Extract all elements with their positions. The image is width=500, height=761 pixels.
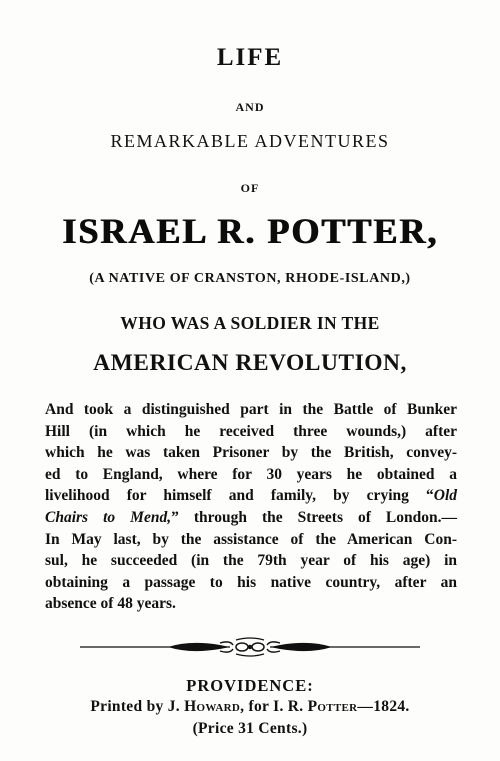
title-of: OF — [240, 181, 260, 195]
paragraph-text: ” through the Streets of London.— — [171, 508, 457, 526]
paragraph-italic-text: Chairs to Mend, — [45, 508, 172, 526]
description-paragraph — [45, 399, 457, 615]
subtitle-soldier: WHO WAS A SOLDIER IN THE — [120, 313, 380, 333]
paragraph-line: ed to England, where for 30 years he obtained a — [45, 465, 457, 483]
imprint-author-name: Potter — [307, 698, 358, 715]
paragraph-text: livelihood for himself and family, by crying “ — [45, 487, 434, 505]
paragraph-line — [45, 485, 457, 507]
imprint-year: —1824. — [357, 698, 410, 715]
paragraph-line: obtaining a passage to his native country, after an — [45, 573, 457, 591]
paragraph-line: which he was taken Prisoner by the British, convey- — [45, 444, 457, 462]
paragraph-line: And took a distinguished part in the Battle of Bunker — [45, 401, 457, 418]
title-name: ISRAEL R. POTTER, — [61, 211, 439, 251]
imprint-text: Printed by J. — [90, 698, 185, 715]
imprint-place: PROVIDENCE: — [186, 676, 314, 695]
imprint-price: (Price 31 Cents.) — [192, 720, 308, 737]
paragraph-line — [45, 507, 457, 529]
title-life: LIFE — [216, 44, 284, 71]
paragraph-line: absence of 48 years. — [45, 595, 176, 613]
paragraph-italic-text: Old — [433, 487, 457, 505]
title-and: AND — [235, 100, 265, 114]
paragraph-line: sul, he succeeded (in the 79th year of his age) in — [45, 552, 457, 570]
subtitle-native: (A NATIVE OF CRANSTON, RHODE-ISLAND,) — [89, 271, 411, 286]
imprint-printer-line — [0, 698, 500, 716]
paragraph-line: Hill (in which he received three wounds,) after — [45, 422, 457, 440]
subtitle-revolution: AMERICAN REVOLUTION, — [93, 350, 407, 376]
title-remarkable-adventures: REMARKABLE ADVENTURES — [110, 131, 390, 151]
imprint-printer-name: Howard — [184, 698, 241, 715]
imprint-text: , for I. R. — [240, 698, 308, 715]
paragraph-line: In May last, by the assistance of the American Con- — [45, 530, 457, 548]
ornament-divider-icon — [80, 636, 420, 658]
